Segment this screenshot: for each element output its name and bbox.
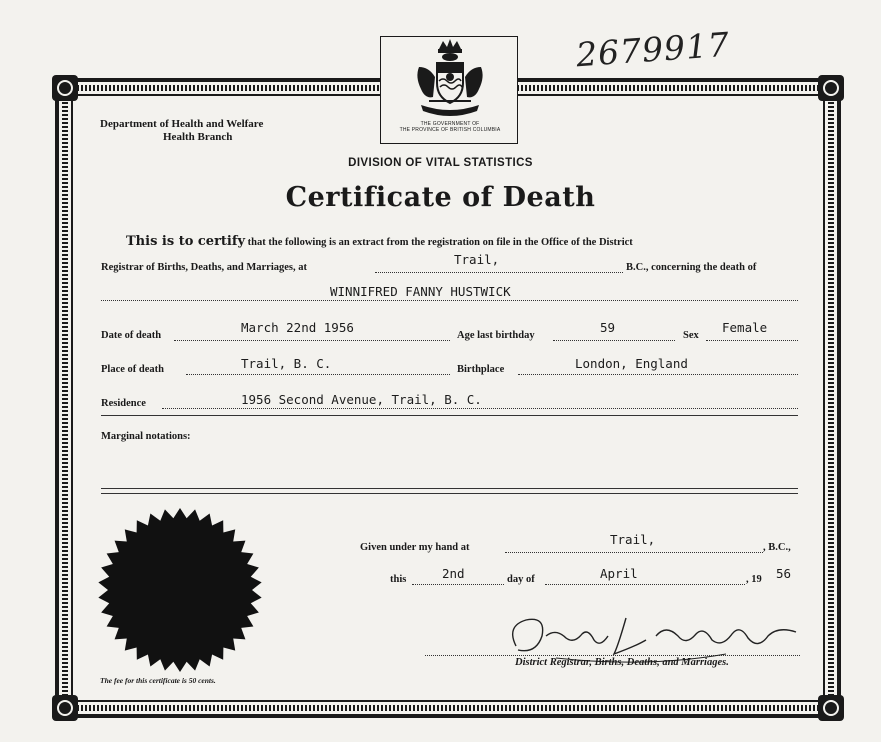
department-heading [100, 118, 310, 144]
birthplace-value: London, England [575, 356, 688, 371]
residence-label: Residence [101, 398, 146, 409]
given-location: Trail, [610, 532, 656, 547]
embossed-seal-icon [96, 506, 264, 674]
year-prefix: , 19 [746, 574, 762, 585]
intro-text1: that the following is an extract from the registration on file in the Office of the District [247, 237, 633, 248]
date-of-death-label: Date of death [101, 330, 162, 341]
intro-text3: B.C., concerning the death of [626, 262, 757, 273]
crest-caption [381, 121, 519, 133]
branch-name: Health Branch [163, 131, 233, 143]
corner-ornament-icon [818, 695, 844, 721]
sex-label: Sex [683, 330, 699, 341]
this-label: this [390, 574, 407, 585]
deceased-name: WINNIFRED FANNY HUSTWICK [330, 284, 511, 299]
division-heading: DIVISION OF VITAL STATISTICS [348, 157, 533, 169]
given-day: 2nd [442, 566, 465, 581]
corner-ornament-icon [52, 75, 78, 101]
intro-text2: Registrar of Births, Deaths, and Marriages, at [101, 262, 307, 273]
certificate-title: Certificate of Death [285, 182, 596, 213]
age-value: 59 [600, 320, 616, 335]
place-of-death-label: Place of death [101, 364, 164, 375]
coat-of-arms-icon [381, 37, 519, 121]
birthplace-label: Birthplace [457, 364, 505, 375]
date-of-death-value: March 22nd 1956 [241, 320, 354, 335]
intro-line1 [126, 234, 633, 249]
crest-box [380, 36, 518, 144]
crest-caption-line1: THE GOVERNMENT OF [420, 121, 480, 127]
crest-caption-line2: THE PROVINCE OF BRITISH COLUMBIA [399, 127, 501, 133]
corner-ornament-icon [52, 695, 78, 721]
sex-value: Female [722, 320, 768, 335]
registration-location: Trail, [454, 252, 500, 267]
given-bc: , B.C., [763, 542, 791, 553]
given-month: April [600, 566, 638, 581]
intro-lead: This is to certify [126, 234, 246, 249]
day-of-label: day of [507, 574, 535, 585]
given-year: 56 [776, 566, 792, 581]
department-name: Department of Health and Welfare [100, 118, 264, 130]
fee-note: The fee for this certificate is 50 cents. [100, 676, 216, 685]
corner-ornament-icon [818, 75, 844, 101]
marginal-notations-label: Marginal notations: [101, 431, 191, 442]
registrar-title: District Registrar, Births, Deaths, and Marriages. [515, 657, 729, 668]
residence-value: 1956 Second Avenue, Trail, B. C. [241, 392, 482, 407]
given-label: Given under my hand at [360, 542, 470, 553]
age-label: Age last birthday [457, 330, 535, 341]
reference-number: 2679917 [574, 24, 732, 75]
place-of-death-value: Trail, B. C. [241, 356, 332, 371]
